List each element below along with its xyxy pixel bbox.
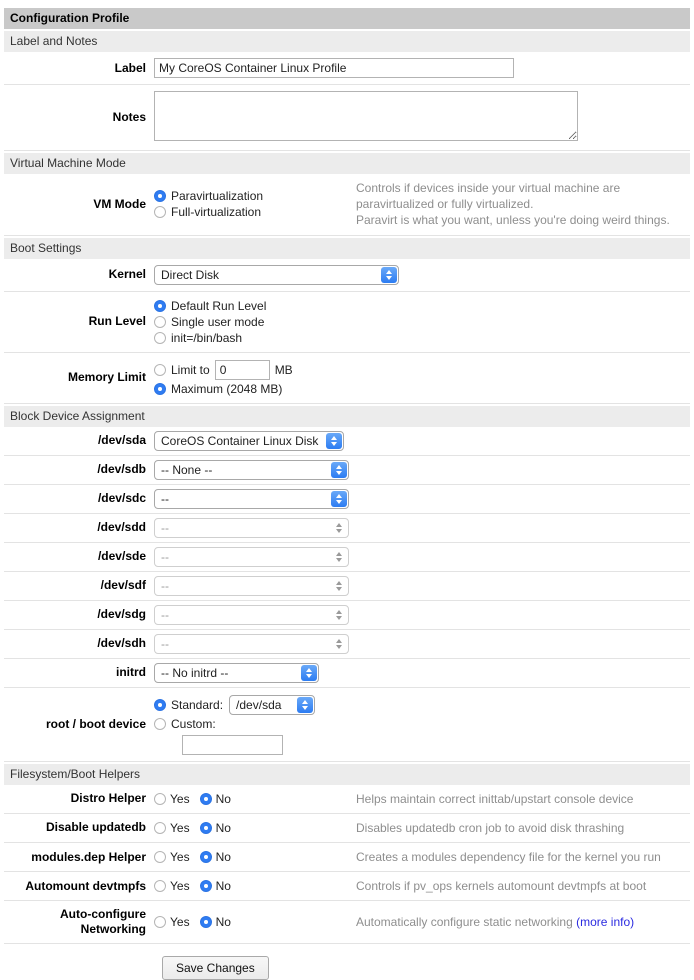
initrd-select[interactable] bbox=[154, 663, 319, 683]
radio-auto-configure-networking-no[interactable] bbox=[200, 916, 212, 928]
device-select-sdf-value: -- bbox=[161, 578, 169, 593]
device-label-sdd: /dev/sdd bbox=[97, 520, 146, 535]
notes-row bbox=[4, 85, 690, 151]
disable-updatedb-help: Disables updatedb cron job to avoid disk thrashing bbox=[356, 820, 625, 835]
kernel-select[interactable] bbox=[154, 265, 399, 285]
run-level-option-default[interactable]: Default Run Level bbox=[154, 298, 690, 314]
kernel-row bbox=[4, 259, 690, 292]
device-row-sda bbox=[4, 427, 690, 456]
save-button[interactable]: Save Changes bbox=[162, 956, 269, 980]
device-select-sdc[interactable] bbox=[154, 489, 349, 509]
modules-dep-helper-row: modules.dep Helper Yes No Creates a modules dependency file for the kernel you run bbox=[4, 843, 690, 872]
radio-custom[interactable] bbox=[154, 718, 166, 730]
root-device-standard-value: /dev/sda bbox=[236, 697, 282, 712]
device-select-sdg-value: -- bbox=[161, 607, 169, 622]
device-select-sdc-value: -- bbox=[161, 491, 169, 506]
section-filesystem-boot-helpers: Filesystem/Boot Helpers bbox=[4, 764, 690, 785]
label-field-label: Label bbox=[114, 60, 146, 75]
device-row-sdg bbox=[4, 601, 690, 630]
modules-dep-helper-help: Creates a modules dependency file for the kernel you run bbox=[356, 849, 661, 864]
device-select-sdh bbox=[154, 634, 349, 654]
initrd-label: initrd bbox=[116, 665, 146, 680]
select-stepper-icon bbox=[331, 636, 347, 652]
select-stepper-icon bbox=[331, 578, 347, 594]
select-stepper-icon bbox=[331, 520, 347, 536]
radio-distro-helper-no[interactable] bbox=[200, 793, 212, 805]
section-virtual-machine-mode: Virtual Machine Mode bbox=[4, 153, 690, 174]
automount-devtmpfs-help: Controls if pv_ops kernels automount devtmpfs at boot bbox=[356, 879, 647, 894]
automount-devtmpfs-label: Automount devtmpfs bbox=[25, 878, 146, 893]
initrd-row bbox=[4, 659, 690, 688]
distro-helper-help: Helps maintain correct inittab/upstart console device bbox=[356, 791, 634, 806]
device-row-sdb bbox=[4, 456, 690, 485]
device-select-sdb[interactable] bbox=[154, 460, 349, 480]
memory-limit-option-maximum[interactable]: Maximum (2048 MB) bbox=[154, 381, 690, 397]
radio-automount-devtmpfs-yes[interactable] bbox=[154, 880, 166, 892]
auto-configure-networking-help: Automatically configure static networking (more info) bbox=[356, 915, 635, 930]
radio-automount-devtmpfs-no[interactable] bbox=[200, 880, 212, 892]
device-select-sda[interactable] bbox=[154, 431, 344, 451]
device-select-sdd bbox=[154, 518, 349, 538]
device-label-sdg: /dev/sdg bbox=[97, 607, 146, 622]
radio-modules-dep-yes[interactable] bbox=[154, 851, 166, 863]
select-stepper-icon bbox=[381, 267, 397, 283]
vm-mode-option-full-virtualization[interactable]: Full-virtualization bbox=[154, 204, 356, 220]
radio-distro-helper-yes[interactable] bbox=[154, 793, 166, 805]
section-block-device-assignment: Block Device Assignment bbox=[4, 406, 690, 427]
run-level-option-init-bash[interactable]: init=/bin/bash bbox=[154, 330, 690, 346]
radio-paravirtualization[interactable] bbox=[154, 190, 166, 202]
radio-modules-dep-no[interactable] bbox=[200, 851, 212, 863]
device-select-sdf bbox=[154, 576, 349, 596]
label-row bbox=[4, 52, 690, 85]
device-label-sda: /dev/sda bbox=[97, 433, 146, 448]
run-level-option-single-user[interactable]: Single user mode bbox=[154, 314, 690, 330]
device-select-sda-value: CoreOS Container Linux Disk bbox=[161, 433, 319, 448]
device-row-sdd bbox=[4, 514, 690, 543]
vm-mode-help: Controls if devices inside your virtual machine are paravirtualized or fully virtualized. Paravirt is what you want, unless you're doing weird things. bbox=[356, 181, 670, 228]
device-select-sdb-value: -- None -- bbox=[161, 462, 213, 477]
save-row bbox=[4, 944, 690, 980]
initrd-select-value: -- No initrd -- bbox=[161, 665, 229, 680]
memory-limit-label: Memory Limit bbox=[67, 370, 146, 385]
select-stepper-icon bbox=[331, 607, 347, 623]
root-device-custom-input[interactable] bbox=[182, 735, 283, 755]
section-label-and-notes: Label and Notes bbox=[4, 31, 690, 52]
device-select-sdd-value: -- bbox=[161, 520, 169, 535]
disable-updatedb-row: Disable updatedb Yes No Disables updatedb cron job to avoid disk thrashing bbox=[4, 814, 690, 843]
memory-limit-option-limit[interactable]: Limit to 0 MB bbox=[154, 359, 690, 381]
distro-helper-label: Distro Helper bbox=[70, 791, 146, 806]
device-row-sdc bbox=[4, 485, 690, 514]
memory-limit-input[interactable] bbox=[215, 360, 270, 380]
select-stepper-icon bbox=[326, 433, 342, 449]
device-row-sdh bbox=[4, 630, 690, 659]
device-label-sdc: /dev/sdc bbox=[97, 491, 146, 506]
root-device-option-custom[interactable]: Custom: bbox=[154, 716, 690, 732]
select-stepper-icon bbox=[331, 549, 347, 565]
auto-configure-networking-label: Auto-configure Networking bbox=[60, 907, 146, 937]
device-select-sde-value: -- bbox=[161, 549, 169, 564]
notes-field-label: Notes bbox=[112, 110, 146, 124]
device-select-sdh-value: -- bbox=[161, 636, 169, 651]
section-boot-settings: Boot Settings bbox=[4, 238, 690, 259]
radio-full-virtualization[interactable] bbox=[154, 206, 166, 218]
kernel-label: Kernel bbox=[108, 267, 146, 282]
modules-dep-helper-label: modules.dep Helper bbox=[31, 849, 146, 864]
select-stepper-icon bbox=[331, 462, 347, 478]
device-label-sdf: /dev/sdf bbox=[100, 578, 146, 593]
vm-mode-row bbox=[4, 174, 690, 236]
radio-disable-updatedb-yes[interactable] bbox=[154, 822, 166, 834]
device-select-sdg bbox=[154, 605, 349, 625]
memory-unit-label: MB bbox=[274, 362, 293, 377]
label-input[interactable] bbox=[154, 58, 514, 78]
device-select-sde bbox=[154, 547, 349, 567]
root-boot-device-label: root / boot device bbox=[45, 716, 146, 731]
radio-default-run-level[interactable] bbox=[154, 300, 166, 312]
radio-init-bin-bash[interactable] bbox=[154, 332, 166, 344]
radio-disable-updatedb-no[interactable] bbox=[200, 822, 212, 834]
select-stepper-icon bbox=[301, 665, 317, 681]
radio-limit-to[interactable] bbox=[154, 364, 166, 376]
select-stepper-icon bbox=[331, 491, 347, 507]
root-device-option-standard[interactable]: Standard: /dev/sda bbox=[154, 694, 690, 716]
device-label-sdh: /dev/sdh bbox=[97, 636, 146, 651]
vm-mode-option-paravirtualization[interactable]: Paravirtualization bbox=[154, 188, 356, 204]
device-label-sde: /dev/sde bbox=[97, 549, 146, 564]
device-label-sdb: /dev/sdb bbox=[97, 462, 146, 477]
device-row-sde bbox=[4, 543, 690, 572]
distro-helper-row: Distro Helper Yes No Helps maintain correct inittab/upstart console device bbox=[4, 785, 690, 814]
vm-mode-label: VM Mode bbox=[93, 196, 146, 211]
select-stepper-icon bbox=[297, 697, 313, 713]
memory-limit-row bbox=[4, 353, 690, 404]
run-level-label: Run Level bbox=[88, 314, 146, 329]
kernel-select-value: Direct Disk bbox=[161, 267, 220, 282]
root-boot-device-row bbox=[4, 688, 690, 762]
page-title: Configuration Profile bbox=[4, 8, 690, 29]
auto-configure-networking-row: Auto-configure Networking Yes No Automatically configure static networking (more info) bbox=[4, 901, 690, 944]
root-device-standard-select[interactable] bbox=[229, 695, 315, 715]
radio-single-user-mode[interactable] bbox=[154, 316, 166, 328]
run-level-row bbox=[4, 292, 690, 353]
radio-standard[interactable] bbox=[154, 699, 166, 711]
device-row-sdf bbox=[4, 572, 690, 601]
automount-devtmpfs-row: Automount devtmpfs Yes No Controls if pv_ops kernels automount devtmpfs at boot bbox=[4, 872, 690, 901]
notes-textarea[interactable] bbox=[154, 91, 578, 141]
more-info-link[interactable]: (more info) bbox=[576, 915, 635, 930]
disable-updatedb-label: Disable updatedb bbox=[45, 820, 146, 835]
radio-auto-configure-networking-yes[interactable] bbox=[154, 916, 166, 928]
radio-maximum[interactable] bbox=[154, 383, 166, 395]
